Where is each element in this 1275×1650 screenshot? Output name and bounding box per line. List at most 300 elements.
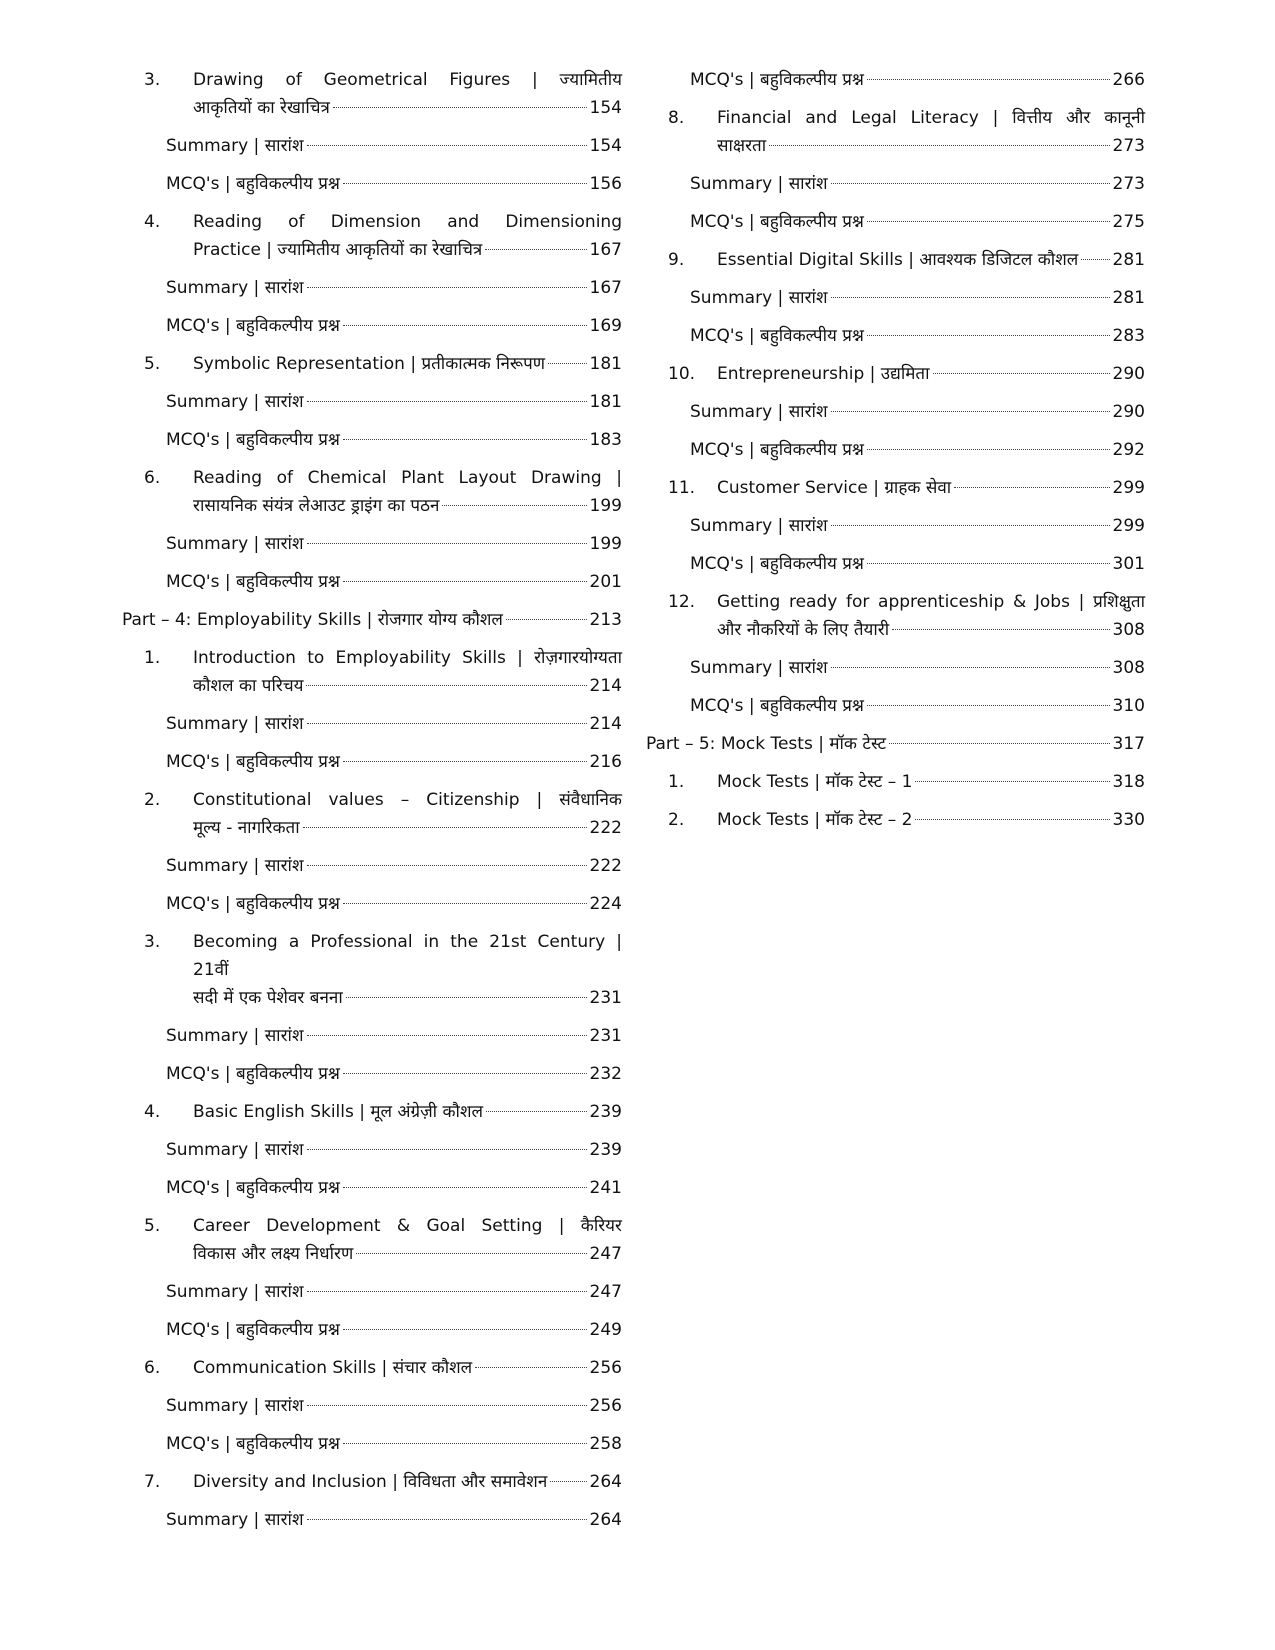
toc-entry-chapter (122, 1354, 622, 1382)
toc-page-number: 330 (1112, 810, 1145, 830)
toc-page-number: 292 (1112, 440, 1145, 460)
toc-entry-body (690, 398, 1145, 426)
toc-entry-body (166, 890, 622, 918)
toc-entry-line (193, 94, 622, 122)
toc-entry-title: MCQ's | बहुविकल्पीय प्रश्न (166, 1434, 340, 1454)
toc-entry-line (166, 1174, 622, 1202)
toc-entry-line (193, 236, 622, 264)
toc-page-number: 318 (1112, 772, 1145, 792)
toc-entry-number: 2. (144, 790, 161, 810)
toc-entry-line (166, 1392, 622, 1420)
toc-entry-title: Part – 5: Mock Tests | मॉक टेस्ट (646, 734, 887, 754)
toc-entry-sub (122, 1136, 622, 1164)
dot-leader (506, 619, 587, 620)
toc-entry-chapter (646, 246, 1145, 274)
toc-page-number: 290 (1112, 402, 1145, 422)
toc-entry-title: MCQ's | बहुविकल्पीय प्रश्न (690, 70, 864, 90)
toc-entry-body (717, 768, 1145, 796)
toc-entry-number: 1. (144, 648, 161, 668)
toc-entry-number: 6. (144, 468, 161, 488)
toc-page-number: 231 (589, 1026, 622, 1046)
dot-leader (867, 221, 1110, 222)
toc-entry-body (166, 1136, 622, 1164)
toc-entry-title: MCQ's | बहुविकल्पीय प्रश्न (690, 554, 864, 574)
toc-entry-line (166, 312, 622, 340)
toc-entry-body (690, 436, 1145, 464)
dot-leader (343, 439, 587, 440)
dot-leader (356, 1253, 586, 1254)
toc-entry-number: 1. (668, 772, 685, 792)
toc-entry-title: Constitutional values – Citizenship | संवैधानिक (193, 790, 622, 810)
toc-entry-line (166, 1060, 622, 1088)
toc-entry-body (193, 350, 622, 378)
toc-page-number: 310 (1112, 696, 1145, 716)
toc-entry-sub (122, 312, 622, 340)
toc-entry-body (193, 1212, 622, 1268)
toc-entry-line (193, 1098, 622, 1126)
toc-entry-title: Mock Tests | मॉक टेस्ट – 1 (717, 772, 913, 792)
toc-entry-line (690, 550, 1145, 578)
toc-entry-chapter (122, 928, 622, 1012)
toc-entry-body (193, 1354, 622, 1382)
toc-entry-title: MCQ's | बहुविकल्पीय प्रश्न (166, 1320, 340, 1340)
toc-entry-sub (122, 1278, 622, 1306)
toc-entry-sub (646, 398, 1145, 426)
dot-leader (346, 997, 587, 998)
dot-leader (831, 297, 1110, 298)
toc-page-number: 199 (589, 534, 622, 554)
toc-entry-title: Symbolic Representation | प्रतीकात्मक निरूपण (193, 354, 546, 374)
toc-entry-body (690, 512, 1145, 540)
toc-entry-title: Summary | सारांश (166, 1396, 304, 1416)
toc-entry-line (193, 672, 622, 700)
toc-entry-title: Summary | सारांश (166, 1282, 304, 1302)
toc-entry-line (166, 426, 622, 454)
dot-leader (343, 903, 587, 904)
toc-entry-title: MCQ's | बहुविकल्पीय प्रश्न (166, 316, 340, 336)
toc-entry-line (193, 350, 622, 378)
toc-entry-number: 6. (144, 1358, 161, 1378)
toc-entry-line (690, 512, 1145, 540)
toc-entry-sub (122, 568, 622, 596)
toc-entry-body (166, 1022, 622, 1050)
toc-page-number: 201 (589, 572, 622, 592)
toc-entry-title: Customer Service | ग्राहक सेवा (717, 478, 952, 498)
toc-entry-body (166, 1278, 622, 1306)
toc-entry-title: Summary | सारांश (690, 516, 828, 536)
toc-entry-line (690, 66, 1145, 94)
dot-leader (1081, 259, 1109, 260)
toc-entry-sub (646, 284, 1145, 312)
dot-leader (343, 1073, 587, 1074)
toc-entry-title: Basic English Skills | मूल अंग्रेज़ी कौशल (193, 1102, 484, 1122)
toc-entry-title: Summary | सारांश (690, 288, 828, 308)
toc-entry-chapter (122, 1098, 622, 1126)
toc-entry-body (193, 644, 622, 700)
toc-entry-line (717, 806, 1145, 834)
toc-entry-title: Summary | सारांश (166, 1510, 304, 1530)
dot-leader (307, 543, 587, 544)
toc-entry-number: 2. (668, 810, 685, 830)
toc-entry-chapter (122, 350, 622, 378)
toc-page-number: 308 (1112, 620, 1145, 640)
toc-entry-line (166, 890, 622, 918)
dot-leader (333, 107, 587, 108)
dot-leader (867, 335, 1110, 336)
toc-entry-sub (122, 710, 622, 738)
toc-entry-title: MCQ's | बहुविकल्पीय प्रश्न (166, 894, 340, 914)
toc-entry-body (166, 710, 622, 738)
toc-entry-title: Career Development & Goal Setting | कैरियर (193, 1216, 622, 1236)
dot-leader (486, 1111, 587, 1112)
toc-entry-title: MCQ's | बहुविकल्पीय प्रश्न (166, 752, 340, 772)
toc-entry-sub (122, 852, 622, 880)
toc-entry-part (122, 606, 622, 634)
toc-entry-body (166, 852, 622, 880)
toc-page-number: 247 (589, 1282, 622, 1302)
dot-leader (307, 1149, 587, 1150)
toc-page-number: 247 (589, 1244, 622, 1264)
toc-entry-sub (122, 1022, 622, 1050)
toc-entry-number: 10. (668, 364, 696, 384)
toc-entry-body (166, 274, 622, 302)
dot-leader (307, 1519, 587, 1520)
dot-leader (867, 449, 1110, 450)
toc-entry-title-continued: रासायनिक संयंत्र लेआउट ड्राइंग का पठन (193, 496, 440, 516)
toc-entry-line (690, 208, 1145, 236)
dot-leader (485, 249, 586, 250)
toc-entry-line (690, 654, 1145, 682)
dot-leader (475, 1367, 586, 1368)
dot-leader (307, 287, 587, 288)
toc-entry-title-continued: आकृतियों का रेखाचित्र (193, 98, 330, 118)
toc-page-number: 273 (1112, 136, 1145, 156)
toc-entry-sub (122, 132, 622, 160)
dot-leader (343, 183, 587, 184)
toc-entry-body (166, 1506, 622, 1534)
toc-page-number: 222 (589, 856, 622, 876)
toc-entry-body (166, 568, 622, 596)
toc-entry-sub (122, 890, 622, 918)
toc-entry-title: Drawing of Geometrical Figures | ज्यामितीय (193, 70, 622, 90)
toc-entry-body (166, 1430, 622, 1458)
toc-entry-body (717, 588, 1145, 644)
toc-entry-chapter (646, 806, 1145, 834)
toc-entry-line (166, 1430, 622, 1458)
toc-page-number: 317 (1112, 734, 1145, 754)
toc-entry-title: MCQ's | बहुविकल्पीय प्रश्न (690, 696, 864, 716)
toc-entry-chapter (122, 1468, 622, 1496)
toc-entry-title: Financial and Legal Literacy | वित्तीय और कानूनी (717, 108, 1145, 128)
dot-leader (954, 487, 1109, 488)
toc-entry-sub (646, 322, 1145, 350)
toc-entry-line (166, 1316, 622, 1344)
toc-entry-body (193, 928, 622, 1012)
toc-entry-sub (646, 66, 1145, 94)
toc-entry-chapter (646, 104, 1145, 160)
dot-leader (343, 325, 587, 326)
toc-entry-sub (122, 1506, 622, 1534)
dot-leader (831, 183, 1110, 184)
dot-leader (307, 1405, 587, 1406)
toc-entry-body (193, 208, 622, 264)
toc-entry-sub (646, 170, 1145, 198)
toc-page-number: 156 (589, 174, 622, 194)
toc-page-number: 264 (589, 1472, 622, 1492)
toc-entry-line (717, 132, 1145, 160)
toc-entry-line (193, 814, 622, 842)
toc-entry-title-continued: मूल्य - नागरिकता (193, 818, 300, 838)
dot-leader (343, 1187, 587, 1188)
toc-entry-body (717, 474, 1145, 502)
toc-entry-line (166, 274, 622, 302)
toc-entry-sub (646, 550, 1145, 578)
toc-entry-title: MCQ's | बहुविकल्पीय प्रश्न (166, 1064, 340, 1084)
toc-page-number: 299 (1112, 516, 1145, 536)
dot-leader (867, 563, 1110, 564)
toc-entry-number: 4. (144, 212, 161, 232)
toc-page-number: 232 (589, 1064, 622, 1084)
dot-leader (307, 145, 587, 146)
toc-entry-title: Summary | सारांश (166, 1140, 304, 1160)
toc-entry-number: 12. (668, 592, 696, 612)
toc-entry-title: MCQ's | बहुविकल्पीय प्रश्न (690, 326, 864, 346)
dot-leader (442, 505, 586, 506)
toc-entry-number: 3. (144, 70, 161, 90)
toc-page-number: 214 (589, 714, 622, 734)
toc-entry-title: Summary | सारांश (166, 278, 304, 298)
toc-page-number: 224 (589, 894, 622, 914)
toc-entry-title: Reading of Dimension and Dimensioning (193, 212, 622, 232)
toc-entry-line (166, 852, 622, 880)
dot-leader (867, 79, 1110, 80)
toc-entry-body (193, 464, 622, 520)
toc-entry-chapter (122, 786, 622, 842)
toc-page-number: 264 (589, 1510, 622, 1530)
toc-entry-line (717, 360, 1145, 388)
toc-page-number: 290 (1112, 364, 1145, 384)
toc-entry-line (717, 246, 1145, 274)
toc-page-number: 283 (1112, 326, 1145, 346)
toc-entry-title: MCQ's | बहुविकल्पीय प्रश्न (166, 430, 340, 450)
toc-entry-line (166, 170, 622, 198)
toc-entry-title: Introduction to Employability Skills | रोज़गारयोग्यता (193, 648, 622, 668)
toc-page-number: 249 (589, 1320, 622, 1340)
toc-entry-title-continued: कौशल का परिचय (193, 676, 304, 696)
dot-leader (769, 145, 1109, 146)
toc-entry-body (166, 132, 622, 160)
toc-entry-line (717, 616, 1145, 644)
toc-page-number: 222 (589, 818, 622, 838)
toc-entry-body (717, 104, 1145, 160)
toc-entry-chapter (122, 464, 622, 520)
toc-entry-title: Getting ready for apprenticeship & Jobs | प्रशिक्षुता (717, 592, 1145, 612)
toc-page-number: 275 (1112, 212, 1145, 232)
toc-entry-chapter (646, 768, 1145, 796)
toc-entry-chapter (122, 1212, 622, 1268)
dot-leader (915, 819, 1109, 820)
toc-entry-body (122, 606, 622, 634)
toc-entry-sub (122, 170, 622, 198)
toc-entry-line (166, 748, 622, 776)
toc-page-number: 216 (589, 752, 622, 772)
toc-entry-sub (122, 748, 622, 776)
toc-entry-sub (122, 1316, 622, 1344)
toc-entry-sub (122, 1392, 622, 1420)
toc-page-number: 214 (589, 676, 622, 696)
toc-page-number: 154 (589, 98, 622, 118)
toc-entry-sub (646, 654, 1145, 682)
toc-entry-title: Mock Tests | मॉक टेस्ट – 2 (717, 810, 913, 830)
toc-entry-line (193, 984, 622, 1012)
toc-page-number: 256 (589, 1358, 622, 1378)
toc-entry-body (166, 1060, 622, 1088)
toc-page-number: 256 (589, 1396, 622, 1416)
toc-entry-title: Summary | सारांश (690, 402, 828, 422)
toc-entry-sub (122, 1174, 622, 1202)
dot-leader (831, 667, 1110, 668)
dot-leader (343, 1329, 587, 1330)
toc-entry-body (166, 312, 622, 340)
toc-entry-title-continued: और नौकरियों के लिए तैयारी (717, 620, 890, 640)
toc-page-number: 241 (589, 1178, 622, 1198)
toc-entry-sub (122, 274, 622, 302)
dot-leader (867, 705, 1110, 706)
toc-page-number: 266 (1112, 70, 1145, 90)
toc-entry-body (193, 66, 622, 122)
toc-entry-title: MCQ's | बहुविकल्पीय प्रश्न (690, 212, 864, 232)
toc-entry-number: 3. (144, 932, 161, 952)
toc-entry-title: Reading of Chemical Plant Layout Drawing | (193, 468, 622, 488)
dot-leader (933, 373, 1110, 374)
toc-entry-title: Summary | सारांश (690, 174, 828, 194)
toc-entry-line (646, 730, 1145, 758)
toc-entry-line (193, 1240, 622, 1268)
toc-entry-number: 8. (668, 108, 685, 128)
toc-page-number: 308 (1112, 658, 1145, 678)
toc-entry-chapter (646, 360, 1145, 388)
toc-entry-title: Summary | सारांश (166, 714, 304, 734)
toc-entry-body (690, 66, 1145, 94)
toc-entry-line (166, 1136, 622, 1164)
toc-left-column (122, 66, 622, 1534)
toc-entry-title: Summary | सारांश (166, 534, 304, 554)
toc-entry-body (166, 170, 622, 198)
toc-entry-title: Summary | सारांश (166, 856, 304, 876)
toc-entry-title: Essential Digital Skills | आवश्यक डिजिटल कौशल (717, 250, 1079, 270)
dot-leader (307, 865, 587, 866)
toc-entry-title: MCQ's | बहुविकल्पीय प्रश्न (166, 572, 340, 592)
toc-entry-sub (122, 1060, 622, 1088)
toc-entry-title-continued: विकास और लक्ष्य निर्धारण (193, 1244, 354, 1264)
toc-entry-sub (646, 512, 1145, 540)
toc-entry-body (193, 1098, 622, 1126)
toc-entry-chapter (646, 474, 1145, 502)
dot-leader (306, 685, 586, 686)
toc-page-number: 154 (589, 136, 622, 156)
toc-entry-line (193, 1354, 622, 1382)
toc-page-number: 281 (1112, 288, 1145, 308)
toc-entry-body (690, 170, 1145, 198)
toc-entry-body (646, 730, 1145, 758)
toc-entry-title-continued: साक्षरता (717, 136, 767, 156)
toc-entry-line (690, 170, 1145, 198)
toc-entry-line (690, 436, 1145, 464)
toc-entry-line (717, 768, 1145, 796)
toc-entry-title: Becoming a Professional in the 21st Century | 21वीं (193, 932, 622, 980)
toc-page-number: 239 (589, 1102, 622, 1122)
toc-entry-line (690, 322, 1145, 350)
toc-entry-title-continued: Practice | ज्यामितीय आकृतियों का रेखाचित्र (193, 240, 483, 260)
toc-entry-line (717, 474, 1145, 502)
toc-entry-sub (122, 388, 622, 416)
toc-entry-body (717, 360, 1145, 388)
toc-entry-body (690, 284, 1145, 312)
toc-entry-body (166, 1316, 622, 1344)
toc-entry-body (166, 748, 622, 776)
toc-entry-body (690, 208, 1145, 236)
toc-entry-title: Entrepreneurship | उद्यमिता (717, 364, 930, 384)
toc-entry-title: Summary | सारांश (166, 136, 304, 156)
toc-entry-body (717, 246, 1145, 274)
toc-page-number: 169 (589, 316, 622, 336)
toc-entry-line (690, 284, 1145, 312)
toc-page-number: 299 (1112, 478, 1145, 498)
toc-entry-body (166, 530, 622, 558)
toc-entry-line (166, 1022, 622, 1050)
toc-entry-chapter (646, 588, 1145, 644)
toc-entry-title: MCQ's | बहुविकल्पीय प्रश्न (690, 440, 864, 460)
toc-entry-body (193, 786, 622, 842)
toc-page-number: 258 (589, 1434, 622, 1454)
toc-entry-chapter (122, 644, 622, 700)
toc-entry-line (166, 1278, 622, 1306)
toc-entry-body (717, 806, 1145, 834)
toc-entry-chapter (122, 208, 622, 264)
dot-leader (343, 581, 587, 582)
dot-leader (548, 363, 586, 364)
toc-entry-title: Summary | सारांश (166, 1026, 304, 1046)
toc-entry-line (166, 388, 622, 416)
toc-entry-line (166, 568, 622, 596)
toc-entry-sub (646, 208, 1145, 236)
toc-entry-line (166, 1506, 622, 1534)
toc-entry-number: 4. (144, 1102, 161, 1122)
toc-page-number: 181 (589, 392, 622, 412)
toc-page-number: 183 (589, 430, 622, 450)
toc-entry-line (690, 692, 1145, 720)
toc-entry-number: 11. (668, 478, 696, 498)
dot-leader (892, 629, 1109, 630)
toc-entry-title: MCQ's | बहुविकल्पीय प्रश्न (166, 174, 340, 194)
dot-leader (307, 401, 587, 402)
toc-entry-body (690, 654, 1145, 682)
toc-entry-body (166, 388, 622, 416)
dot-leader (831, 411, 1110, 412)
dot-leader (550, 1481, 586, 1482)
toc-right-column (646, 66, 1145, 834)
toc-page-number: 167 (589, 240, 622, 260)
toc-entry-title-continued: सदी में एक पेशेवर बनना (193, 988, 343, 1008)
dot-leader (307, 1291, 587, 1292)
dot-leader (343, 761, 587, 762)
toc-entry-body (166, 426, 622, 454)
toc-entry-number: 7. (144, 1472, 161, 1492)
dot-leader (307, 723, 587, 724)
toc-entry-line (166, 530, 622, 558)
toc-page-number: 199 (589, 496, 622, 516)
toc-entry-line (166, 710, 622, 738)
